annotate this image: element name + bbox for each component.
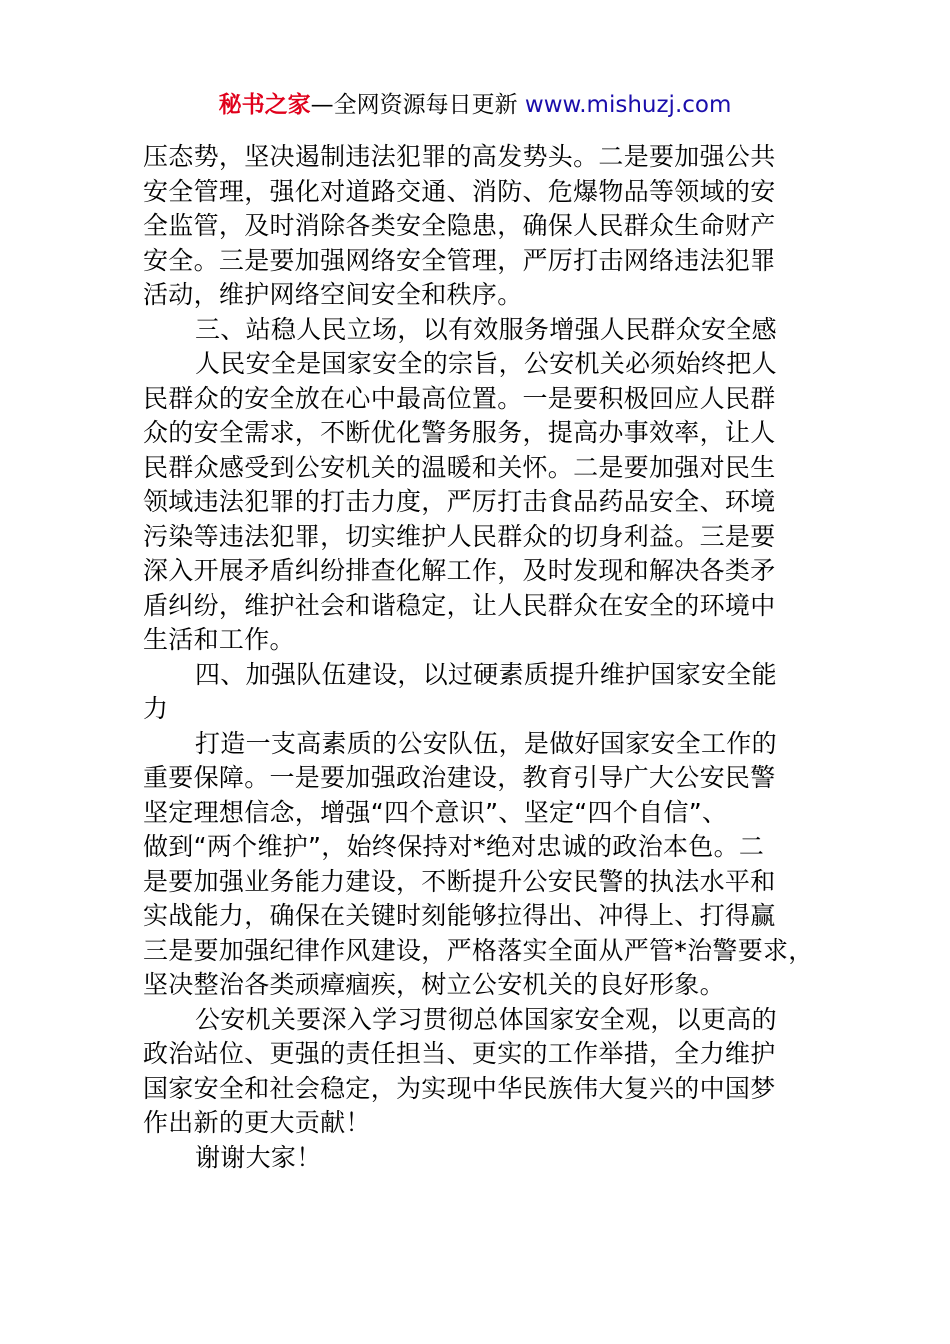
text-line: 公安机关要深入学习贯彻总体国家安全观，以更高的 [195,1004,777,1034]
text-line: 领域违法犯罪的打击力度，严厉打击食品药品安全、环境 [143,487,776,516]
text-line: 民群众的安全放在心中最高位置。一是要积极回应人民群 [143,383,776,413]
text-line: 安全。三是要加强网络安全管理，严厉打击网络违法犯罪 [143,245,776,275]
text-line: 坚决整治各类顽瘴痼疾，树立公安机关的良好形象。 [143,970,725,999]
text-line: 压态势，坚决遏制违法犯罪的高发势头。二是要加强公共 [143,142,776,171]
document-body [143,140,823,1175]
header-tagline: —全网资源每日更新 [310,92,525,118]
text-line: 作出新的更大贡献！ [143,1108,371,1137]
text-line: 坚定理想信念，增强“四个意识”、坚定“四个自信”、 [143,797,728,827]
text-line: 生活和工作。 [143,625,295,654]
text-line: 民群众感受到公安机关的温暖和关怀。二是要加强对民生 [143,452,776,482]
text-line: 国家安全和社会稳定，为实现中华民族伟大复兴的中国梦 [143,1073,776,1103]
text-line: 污染等违法犯罪，切实维护人民群众的切身利益。三是要 [143,521,776,551]
page-header [0,88,950,122]
text-line: 众的安全需求，不断优化警务服务，提高办事效率，让人 [143,418,776,447]
text-line: 三是要加强纪律作风建设，严格落实全面从严管*治警要求， [143,935,814,965]
text-line: 实战能力，确保在关键时刻能够拉得出、冲得上、打得赢 [143,901,776,930]
text-line: 安全管理，强化对道路交通、消防、危爆物品等领域的安 [143,176,776,206]
text-line: 全监管，及时消除各类安全隐患，确保人民群众生命财产 [143,211,776,240]
text-line: 是要加强业务能力建设，不断提升公安民警的执法水平和 [143,866,776,896]
header-brand: 秘书之家 [218,92,311,118]
text-line: 四、加强队伍建设，以过硬素质提升维护国家安全能 [195,659,777,689]
text-line: 深入开展矛盾纠纷排查化解工作，及时发现和解决各类矛 [143,556,776,585]
text-line: 重要保障。一是要加强政治建设，教育引导广大公安民警 [143,763,776,792]
text-line: 人民安全是国家安全的宗旨，公安机关必须始终把人 [195,349,777,378]
text-line: 做到“两个维护”，始终保持对*绝对忠诚的政治本色。二 [143,832,765,861]
text-line: 力 [143,694,169,723]
text-line: 打造一支高素质的公安队伍，是做好国家安全工作的 [195,728,777,758]
text-line: 三、站稳人民立场，以有效服务增强人民群众安全感 [195,314,777,344]
text-line: 活动，维护网络空间安全和秩序。 [143,280,523,309]
header-url-link[interactable]: www.mishuzj.com [524,92,732,118]
text-line: 谢谢大家！ [195,1142,322,1172]
text-line: 政治站位、更强的责任担当、更实的工作举措，全力维护 [143,1039,776,1068]
text-line: 盾纠纷，维护社会和谐稳定，让人民群众在安全的环境中 [143,590,776,620]
